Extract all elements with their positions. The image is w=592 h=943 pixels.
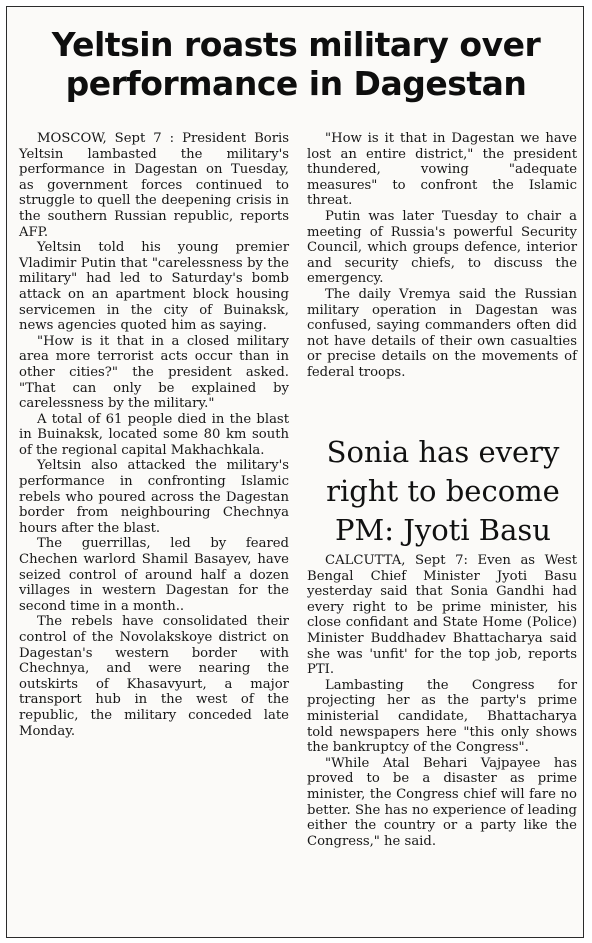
newspaper-clipping	[6, 6, 584, 938]
article-paragraph: "How is it that in Dagestan we have lost an entire district," the president thundered, vowing "adequate measures" to confront the Islamic threat.	[307, 131, 577, 209]
article-headline: Yeltsin roasts military over performance in Dagestan	[51, 25, 541, 103]
article-paragraph: Lambasting the Congress for projecting her as the party's prime ministerial candidate, Bhattacharya told newspapers here "this only shows the bankruptcy of the Congress".	[307, 677, 577, 756]
second-article-headline: Sonia has every right to become PM: Jyoti Basu	[326, 435, 560, 547]
article-paragraph: "While Atal Behari Vajpayee has proved to be a disaster as prime minister, the Congress chief will fare no better. She has no experience of leading either the country or a party like the Congress," he said.	[307, 755, 577, 849]
article-paragraph: The guerrillas, led by feared Chechen warlord Shamil Basayev, have seized control of around half a dozen villages in western Dagestan for the second time in a month..	[19, 536, 289, 614]
article-paragraph: Yeltsin also attacked the military's performance in confronting Islamic rebels who poured across the Dagestan border from neighbouring Chechnya hours after the blast.	[19, 458, 289, 536]
article-paragraph: Yeltsin told his young premier Vladimir Putin that "carelessness by the military" had led to Saturday's bomb attack on an apartment block housing servicemen in the city of Buinaksk, news agencies quoted him as saying.	[19, 240, 289, 334]
article-paragraph: A total of 61 people died in the blast in Buinaksk, located some 80 km south of the regional capital Makhachkala.	[19, 411, 289, 458]
second-article-body	[307, 553, 577, 849]
article-paragraph: CALCUTTA, Sept 7: Even as West Bengal Chief Minister Jyoti Basu yesterday said that Sonia Gandhi had every right to be prime minister, his close confidant and State Home (Police) Minister Buddhadev Bhattacharya said she was 'unfit' for the top job, reports PTI.	[307, 553, 577, 678]
article-paragraph: MOSCOW, Sept 7 : President Boris Yeltsin lambasted the military's performance in Dagestan on Tuesday, as government forces continued to struggle to quell the deepening crisis in the southern Russian republic, reports AFP.	[19, 131, 289, 240]
article-paragraph: Putin was later Tuesday to chair a meeting of Russia's powerful Security Council, which groups defence, interior and security chiefs, to discuss the emergency.	[307, 208, 577, 287]
article-paragraph: The rebels have consolidated their control of the Novolakskoye district on Dagestan's western border with Chechnya, and were nearing the outskirts of Khasavyurt, a major transport hub in the west of the republic, the military conceded late Monday.	[19, 614, 289, 739]
article-left-column	[19, 131, 289, 739]
article-right-column	[307, 131, 577, 381]
article-paragraph: "How is it that in a closed military area more terrorist acts occur than in other cities?" the president asked. "That can only be explained by carelessness by the military."	[19, 333, 289, 412]
article-paragraph: The daily Vremya said the Russian military operation in Dagestan was confused, saying commanders often did not have details of their own casualties or precise details on the movements of federal troops.	[307, 286, 577, 380]
